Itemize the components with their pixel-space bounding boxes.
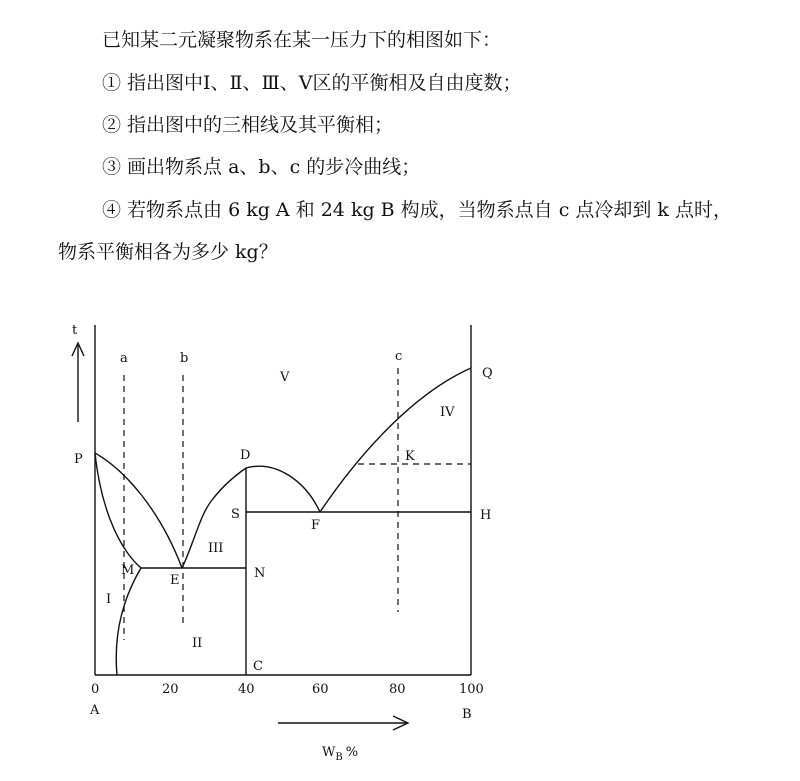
question-item-3: ③ 画出物系点 a、b、c 的步冷曲线； (102, 156, 421, 178)
point-s: S (231, 507, 240, 522)
point-c: C (253, 659, 263, 674)
component-a-label: A (90, 703, 100, 718)
point-n: N (254, 566, 266, 581)
x-axis-label-sub: B (335, 752, 343, 763)
x-axis-label-main: W (322, 745, 336, 760)
question-item-4: ④ 若物系点由 6 kg A 和 24 kg B 构成，当物系点自 c 点冷却到 k 点时， (102, 199, 732, 221)
point-d: D (240, 448, 251, 463)
liquidus-f-q (320, 368, 471, 512)
solvus-m-bottom (116, 568, 141, 675)
region-iv: IV (440, 405, 455, 420)
x-axis-label (322, 745, 358, 763)
question-item-1: ① 指出图中Ⅰ、Ⅱ、Ⅲ、Ⅴ区的平衡相及自由度数； (102, 72, 522, 94)
region-ii: II (192, 636, 203, 651)
x-tick-0: 0 (91, 682, 100, 697)
question-item-4-continued: 物系平衡相各为多少 kg？ (58, 241, 278, 263)
label-a: a (120, 351, 128, 366)
point-p: P (74, 452, 83, 467)
liquidus-p-e (95, 453, 182, 568)
region-i: I (106, 592, 112, 607)
x-tick-80: 80 (389, 682, 406, 697)
question-item-2: ② 指出图中的三相线及其平衡相； (102, 114, 394, 136)
x-tick-60: 60 (312, 682, 329, 697)
point-e: E (170, 573, 180, 588)
region-v: V (280, 370, 290, 385)
point-q: Q (482, 366, 493, 381)
point-m: M (121, 563, 135, 578)
label-c: c (395, 349, 403, 364)
y-axis-label: t (72, 323, 78, 338)
component-b-label: B (462, 707, 472, 722)
x-tick-40: 40 (238, 682, 255, 697)
point-k: K (405, 449, 415, 464)
question-intro: 已知某二元凝聚物系在某一压力下的相图如下： (102, 29, 502, 51)
liquidus-d-f (246, 466, 320, 512)
region-iii: III (208, 541, 224, 556)
x-axis-label-unit: % (345, 745, 359, 760)
point-f: F (311, 518, 321, 533)
point-h: H (480, 508, 492, 523)
x-tick-100: 100 (459, 682, 484, 697)
x-tick-20: 20 (162, 682, 179, 697)
label-b: b (180, 351, 189, 366)
